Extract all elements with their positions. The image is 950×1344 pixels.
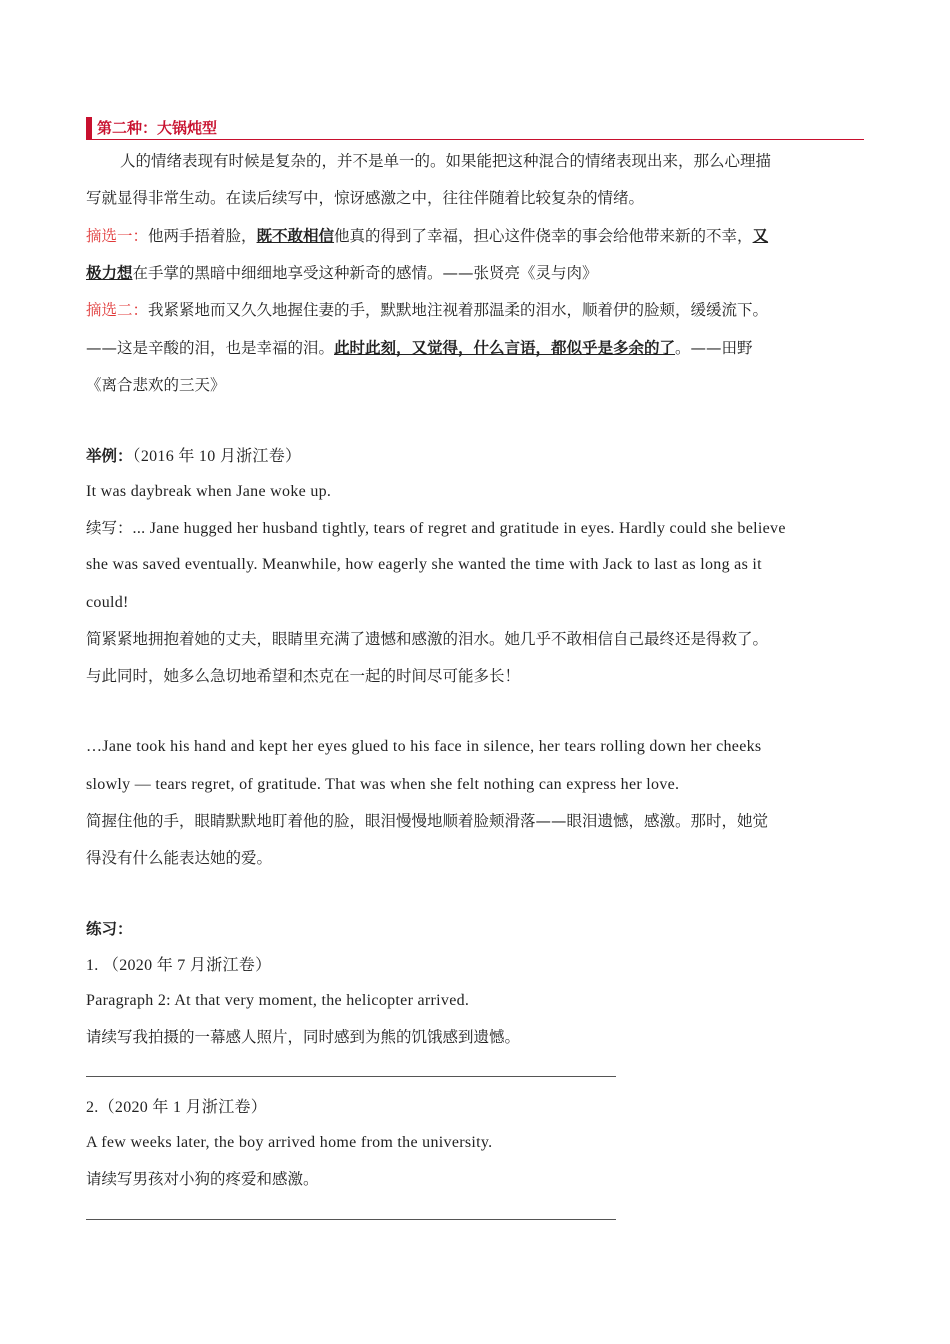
example-2-translation-line-1: 简握住他的手，眼睛默默地盯着他的脸，眼泪慢慢地顺着脸颊滑落——眼泪遗憾，感激。那时，她觉 bbox=[86, 812, 769, 830]
continuation-label: 续写： bbox=[86, 519, 133, 537]
excerpt-1-emphasis-b1: 又 bbox=[752, 227, 769, 245]
practice-item-2-task: 请续写男孩对小狗的疼爱和感激。 bbox=[86, 1170, 319, 1188]
practice-item-1-answer-line[interactable] bbox=[86, 1076, 616, 1077]
heading-marker bbox=[86, 117, 92, 139]
excerpt-1-text-b: 他真的得到了幸福，担心这件侥幸的事会给他带来新的不幸， bbox=[334, 227, 753, 245]
excerpt-1-line-1 bbox=[86, 225, 768, 247]
practice-item-1-paragraph: Paragraph 2: At that very moment, the helicopter arrived. bbox=[86, 992, 470, 1009]
excerpt-1-text-a: 他两手捂着脸， bbox=[148, 227, 257, 245]
heading-title: 第二种：大锅炖型 bbox=[97, 119, 218, 137]
practice-item-2-number: 2.（2020 年 1 月浙江卷） bbox=[86, 1099, 268, 1116]
section-heading bbox=[86, 117, 864, 140]
example-2-translation-line-2: 得没有什么能表达她的爱。 bbox=[86, 849, 273, 867]
practice-item-1-task: 请续写我拍摄的一幕感人照片，同时感到为熊的饥饿感到遗憾。 bbox=[86, 1028, 521, 1046]
example-continuation-line-2: she was saved eventually. Meanwhile, how eagerly she wanted the time with Jack to last as long as it bbox=[86, 556, 762, 573]
example-continuation-line-3: could! bbox=[86, 594, 129, 611]
excerpt-2-text-c: 。——田野 bbox=[675, 339, 753, 357]
continuation-text: ... Jane hugged her husband tightly, tears of regret and gratitude in eyes. Hardly could she believe bbox=[132, 520, 786, 537]
example-2-english-line-2: slowly — tears regret, of gratitude. That was when she felt nothing can express her love. bbox=[86, 776, 680, 793]
excerpt-1-text-c: 在手掌的黑暗中细细地享受这种新奇的感情。——张贤亮《灵与肉》 bbox=[132, 264, 598, 282]
example-translation-line-2: 与此同时，她多么急切地希望和杰克在一起的时间尽可能多长！ bbox=[86, 667, 521, 685]
excerpt-1-emphasis-a: 既不敢相信 bbox=[256, 227, 335, 245]
excerpt-2-text-b: ——这是辛酸的泪，也是幸福的泪。 bbox=[86, 339, 335, 357]
practice-item-2-answer-line[interactable] bbox=[86, 1219, 616, 1220]
excerpt-2-label: 摘选二： bbox=[86, 301, 149, 319]
practice-item-1-number: 1. （2020 年 7 月浙江卷） bbox=[86, 957, 272, 974]
excerpt-2-emphasis: 此时此刻，又觉得，什么言语，都似乎是多余的了 bbox=[334, 339, 676, 357]
excerpt-2-line-1 bbox=[86, 299, 768, 321]
practice-heading: 练习： bbox=[86, 920, 133, 938]
example-translation-line-1: 简紧紧地拥抱着她的丈夫，眼睛里充满了遗憾和感激的泪水。她几乎不敢相信自己最终还是得救了。 bbox=[86, 630, 769, 648]
example-continuation-line-1 bbox=[86, 517, 786, 540]
example-prompt: It was daybreak when Jane woke up. bbox=[86, 483, 332, 500]
example-heading bbox=[86, 445, 301, 468]
intro-line-1: 人的情绪表现有时候是复杂的，并不是单一的。如果能把这种混合的情绪表现出来，那么心理描 bbox=[120, 152, 772, 170]
intro-line-2: 写就显得非常生动。在读后续写中，惊讶感激之中，往往伴随着比较复杂的情绪。 bbox=[86, 189, 645, 207]
practice-item-2-paragraph: A few weeks later, the boy arrived home from the university. bbox=[86, 1134, 493, 1151]
excerpt-1-emphasis-b2: 极力想 bbox=[86, 264, 133, 282]
example-2-english-line-1: …Jane took his hand and kept her eyes glued to his face in silence, her tears rolling down her cheeks bbox=[86, 738, 762, 755]
excerpt-2-line-2 bbox=[86, 337, 753, 359]
example-source: （2016 年 10 月浙江卷） bbox=[132, 448, 302, 465]
excerpt-2-line-3: 《离合悲欢的三天》 bbox=[86, 376, 226, 394]
excerpt-2-text-a: 我紧紧地而又久久地握住妻的手，默默地注视着那温柔的泪水，顺着伊的脸颊，缓缓流下。 bbox=[148, 301, 769, 319]
example-label: 举例： bbox=[86, 447, 133, 465]
excerpt-1-label: 摘选一： bbox=[86, 227, 149, 245]
excerpt-1-line-2 bbox=[86, 262, 598, 284]
